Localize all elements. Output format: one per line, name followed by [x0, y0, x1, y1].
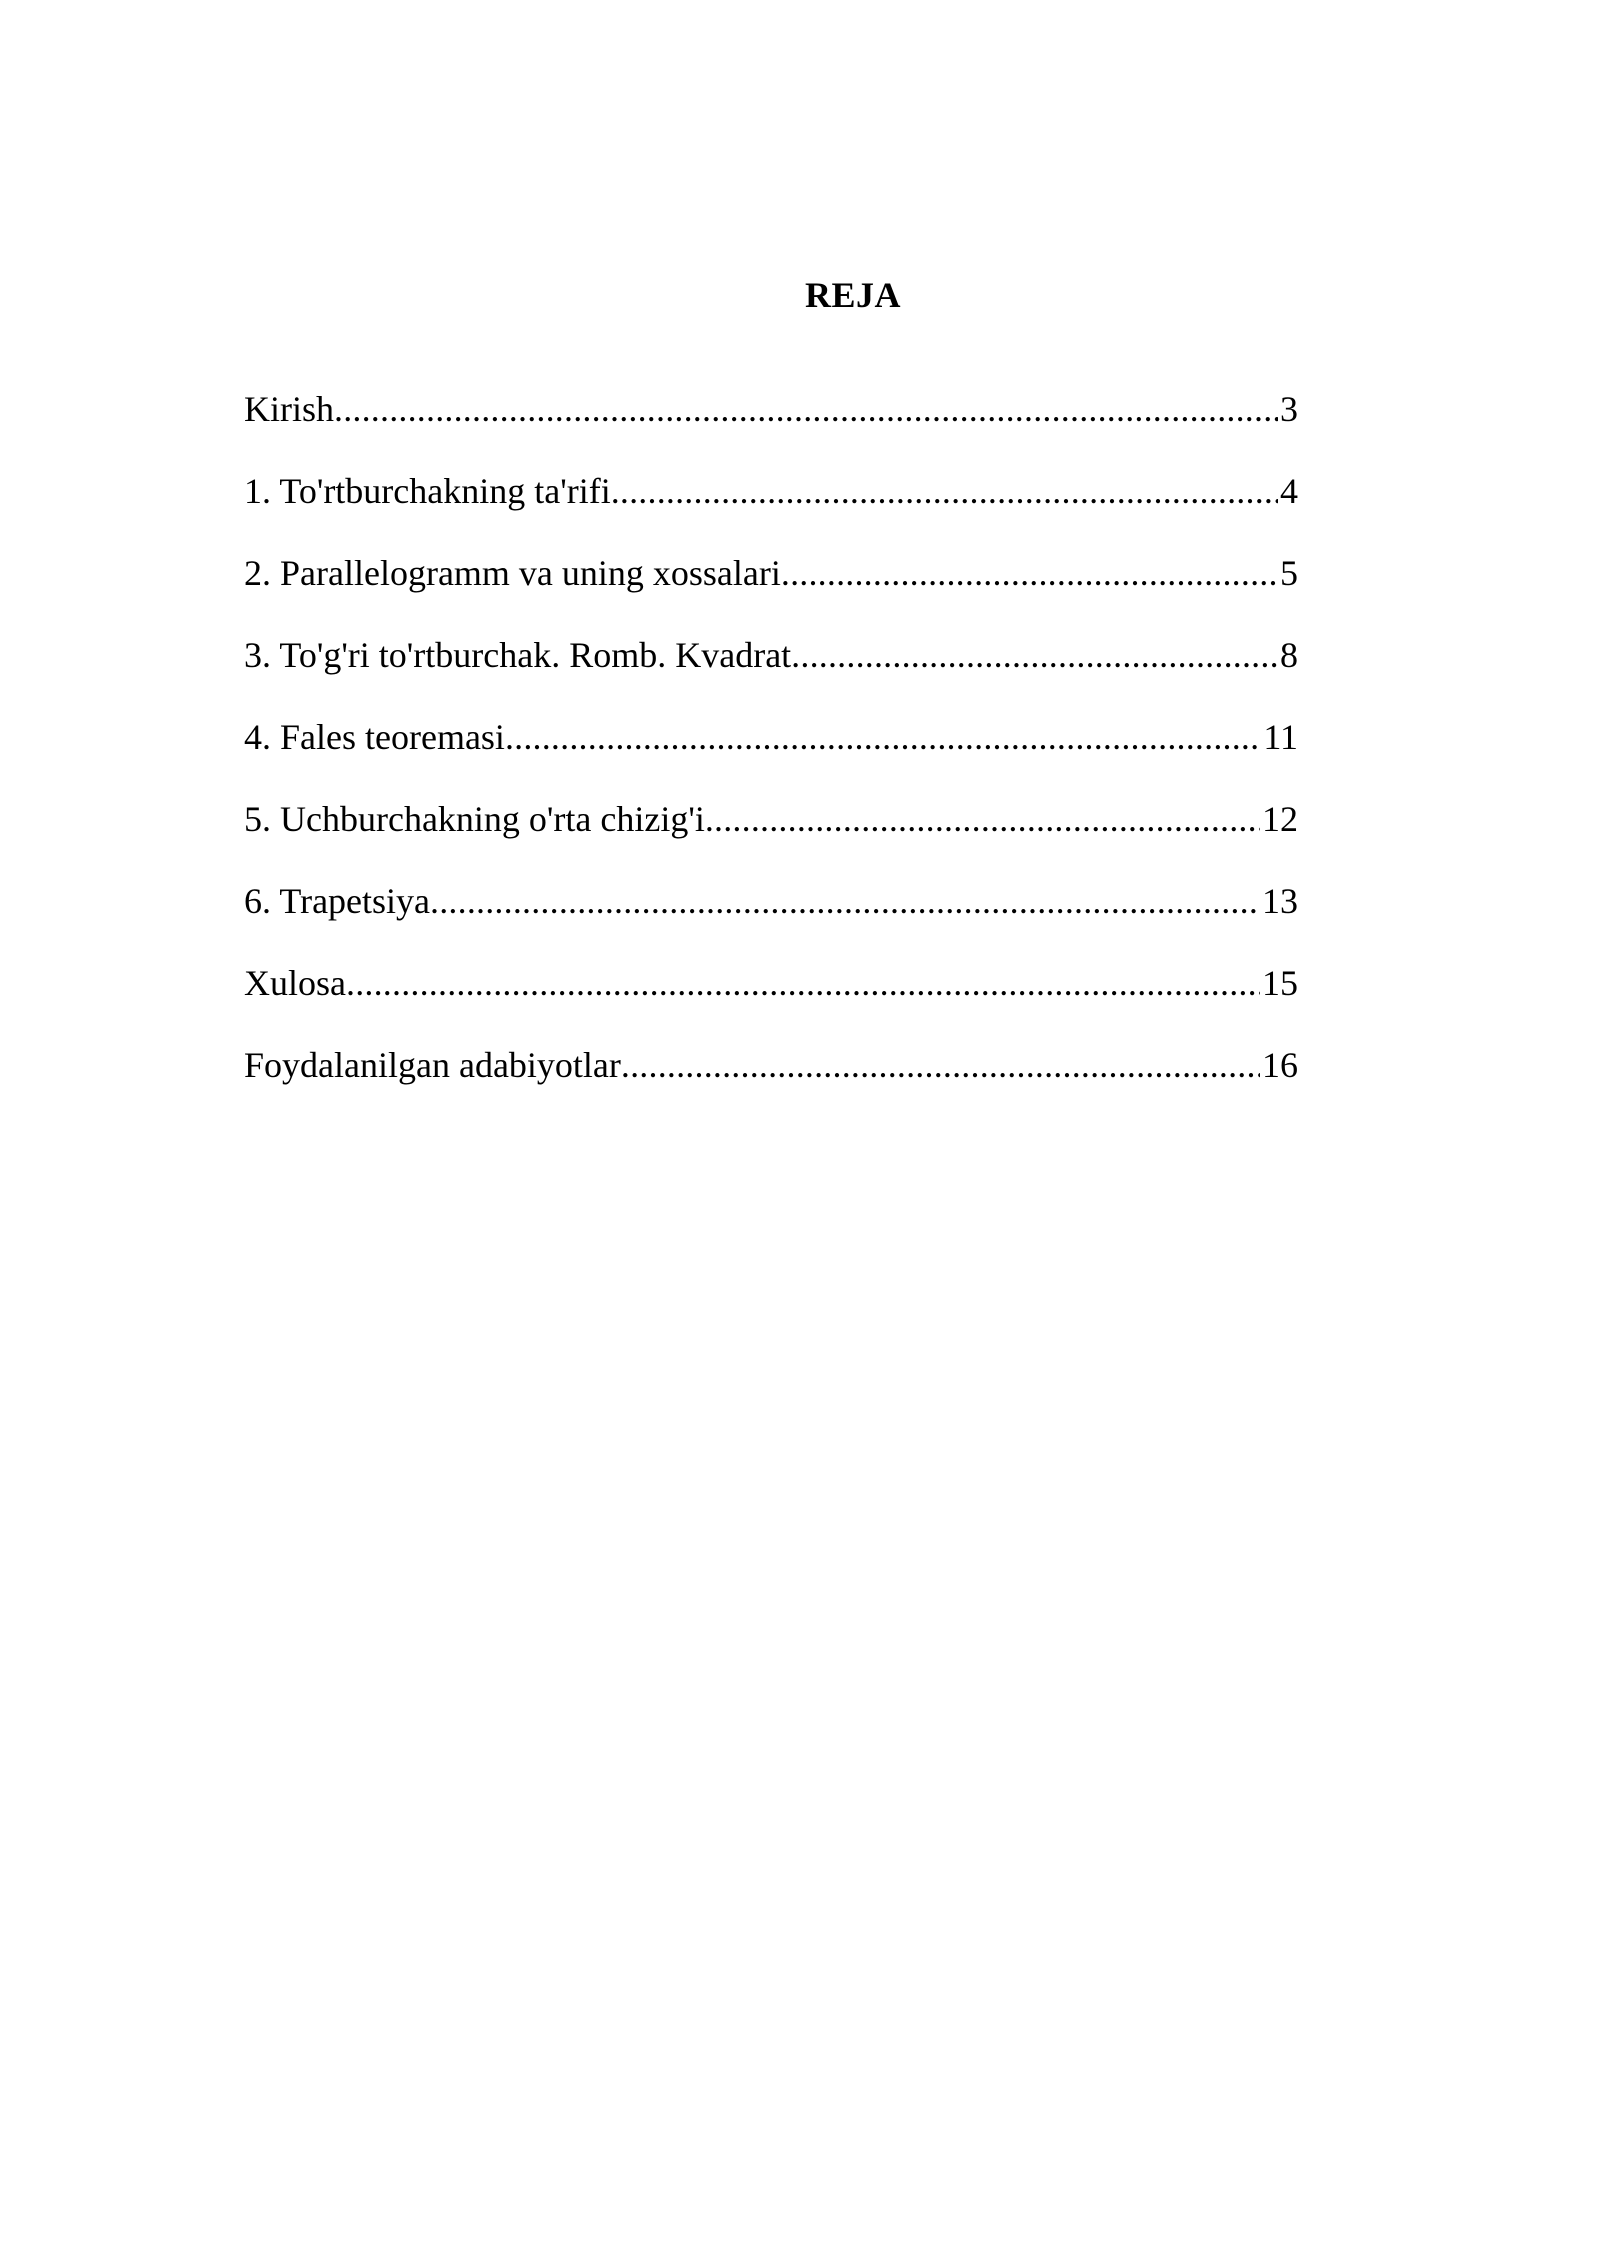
toc-item-parallelogramm[interactable] [244, 551, 1298, 633]
toc-item-label: 5. Uchburchakning o'rta chizig'i [244, 799, 705, 839]
toc-item-page-number: 4 [1280, 471, 1298, 511]
toc-item-page-number: 11 [1263, 717, 1298, 757]
toc-item-page-number: 5 [1280, 553, 1298, 593]
toc-dot-leader [430, 879, 1260, 923]
toc-item-label: Foydalanilgan adabiyotlar [244, 1045, 621, 1085]
toc-dot-leader [505, 715, 1261, 759]
toc-item-label: 6. Trapetsiya [244, 881, 431, 921]
toc-item-label: 2. Parallelogramm va uning xossalari [244, 553, 781, 593]
toc-item-page-number: 3 [1280, 389, 1298, 429]
toc-item-label: 1. To'rtburchakning ta'rifi [244, 471, 611, 511]
toc-dot-leader [781, 551, 1278, 595]
toc-item-page-number: 13 [1262, 881, 1298, 921]
toc-item-page-number: 8 [1280, 635, 1298, 675]
toc-item-page-number: 16 [1262, 1045, 1298, 1085]
toc-item-label: Kirish [244, 389, 334, 429]
toc-item-kirish[interactable] [244, 387, 1298, 469]
toc-item-fales-teoremasi[interactable] [244, 715, 1298, 797]
toc-item-togri-tortburchak[interactable] [244, 633, 1298, 715]
toc-item-label: Xulosa [244, 963, 346, 1003]
toc-item-xulosa[interactable] [244, 961, 1298, 1043]
toc-item-trapetsiya[interactable] [244, 879, 1298, 961]
toc-item-adabiyotlar[interactable] [244, 1043, 1298, 1125]
toc-dot-leader [611, 469, 1278, 513]
toc-item-tortburchak-tarifi[interactable] [244, 469, 1298, 551]
page-title: REJA [804, 275, 901, 315]
toc-item-label: 4. Fales teoremasi [244, 717, 505, 757]
toc-item-page-number: 15 [1262, 963, 1298, 1003]
toc-dot-leader [621, 1043, 1260, 1087]
toc-dot-leader [791, 633, 1278, 677]
table-of-contents [244, 387, 1298, 1125]
toc-item-orta-chiziq[interactable] [244, 797, 1298, 879]
toc-item-label: 3. To'g'ri to'rtburchak. Romb. Kvadrat [244, 635, 792, 675]
toc-dot-leader [334, 387, 1278, 431]
toc-item-page-number: 12 [1262, 799, 1298, 839]
toc-dot-leader [705, 797, 1260, 841]
toc-dot-leader [346, 961, 1260, 1005]
